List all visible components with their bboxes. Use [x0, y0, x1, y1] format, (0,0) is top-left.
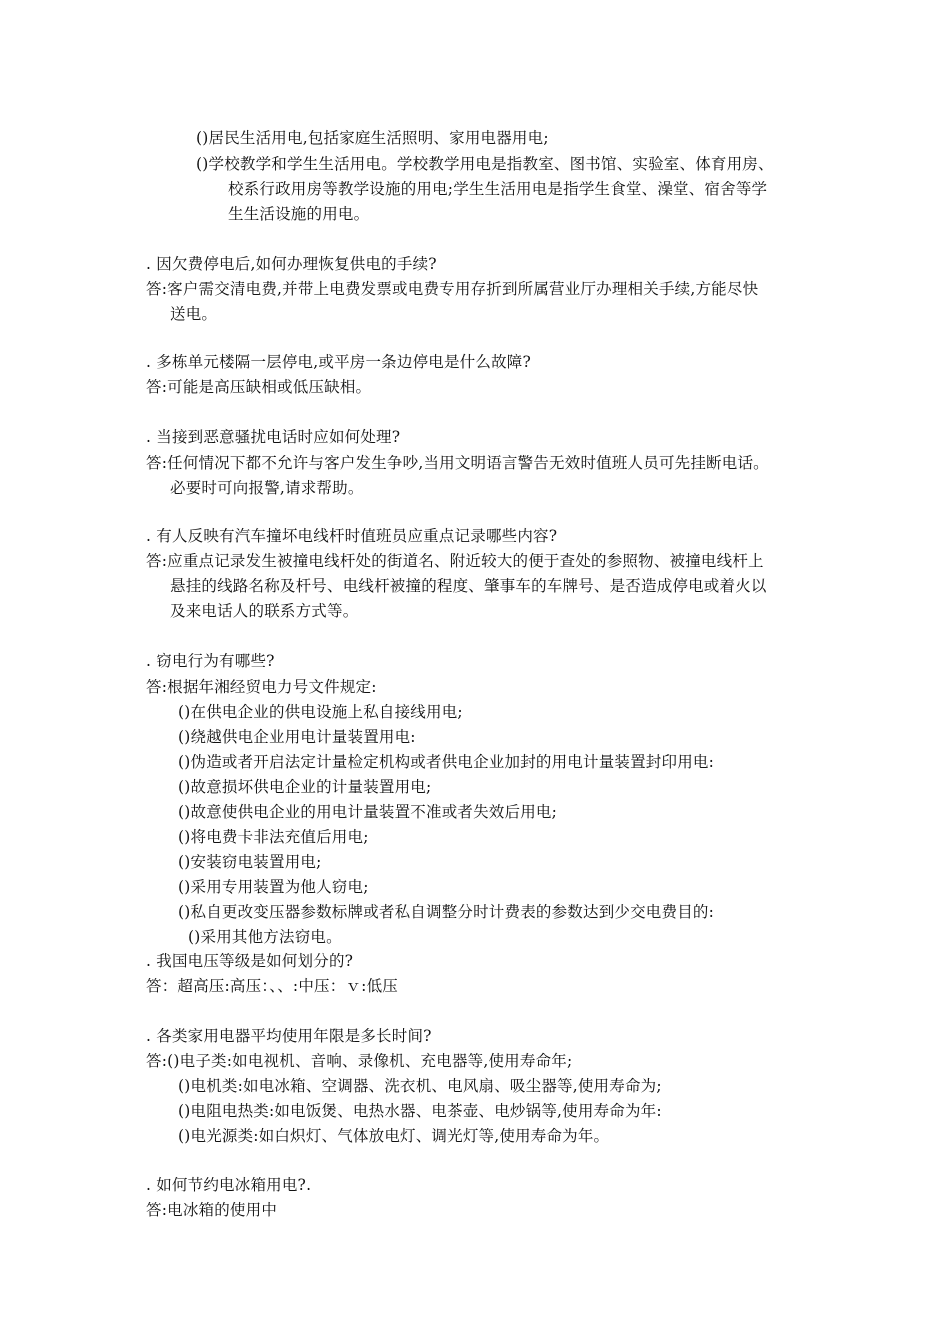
list-item: ()故意损坏供电企业的计量装置用电; [178, 778, 432, 796]
answer-6-line-1: 答：超高压:高压：、、:中压：ｖ:低压 [146, 977, 398, 995]
list-item: ()电光源类:如白炽灯、气体放电灯、调光灯等,使用寿命为年。 [178, 1127, 610, 1145]
answer-3-line-1: 答:任何情况下都不允许与客户发生争吵,当用文明语言警告无效时值班人员可先挂断电话。 [146, 454, 769, 472]
answer-5-line-1: 答:根据年湘经贸电力号文件规定: [146, 678, 377, 696]
list-item: ()伪造或者开启法定计量检定机构或者供电企业加封的用电计量装置封印用电: [178, 753, 715, 771]
list-item-school-1: ()学校教学和学生生活用电。学校教学用电是指教室、图书馆、实验室、体育用房、 [196, 155, 774, 173]
question-6: . 我国电压等级是如何划分的? [146, 952, 354, 970]
list-item: ()安装窃电装置用电; [178, 853, 322, 871]
answer-3-line-2: 必要时可向报警,请求帮助。 [170, 479, 364, 497]
list-item-school-2: 校系行政用房等教学设施的用电;学生生活用电是指学生食堂、澡堂、宿舍等学 [228, 180, 768, 198]
question-8: . 如何节约电冰箱用电?. [146, 1176, 312, 1194]
list-item: ()故意使供电企业的用电计量装置不准或者失效后用电; [178, 803, 558, 821]
list-item: ()绕越供电企业用电计量装置用电: [178, 728, 416, 746]
answer-4-line-1: 答:应重点记录发生被撞电线杆处的街道名、附近较大的便于查处的参照物、被撞电线杆上 [146, 552, 764, 570]
answer-1-line-1: 答:客户需交清电费,并带上电费发票或电费专用存折到所属营业厅办理相关手续,方能尽快 [146, 280, 759, 298]
answer-2-line-1: 答:可能是高压缺相或低压缺相。 [146, 378, 372, 396]
question-7: . 各类家用电器平均使用年限是多长时间? [146, 1027, 432, 1045]
list-item: ()电阻电热类:如电饭煲、电热水器、电茶壶、电炒锅等,使用寿命为年: [178, 1102, 662, 1120]
answer-8-line-1: 答:电冰箱的使用中 [146, 1201, 278, 1219]
list-item: ()将电费卡非法充值后用电; [178, 828, 369, 846]
answer-4-line-3: 及来电话人的联系方式等。 [170, 602, 359, 620]
list-item: ()采用专用装置为他人窃电; [178, 878, 369, 896]
answer-7-line-1: 答:()电子类:如电视机、音响、录像机、充电器等,使用寿命年; [146, 1052, 573, 1070]
question-5: . 窃电行为有哪些? [146, 652, 275, 670]
question-4: . 有人反映有汽车撞坏电线杆时值班员应重点记录哪些内容? [146, 527, 558, 545]
list-item-residential: ()居民生活用电,包括家庭生活照明、家用电器用电; [196, 129, 549, 147]
list-item-school-3: 生生活设施的用电。 [228, 205, 370, 223]
list-item: ()在供电企业的供电设施上私自接线用电; [178, 703, 463, 721]
question-2: . 多栋单元楼隔一层停电,或平房一条边停电是什么故障? [146, 353, 531, 371]
question-3: . 当接到恶意骚扰电话时应如何处理? [146, 428, 401, 446]
question-1: . 因欠费停电后,如何办理恢复供电的手续? [146, 255, 437, 273]
answer-1-line-2: 送电。 [170, 305, 218, 323]
list-item: ()采用其他方法窃电。 [188, 928, 342, 946]
list-item: ()电机类:如电冰箱、空调器、洗衣机、电风扇、吸尘器等,使用寿命为; [178, 1077, 662, 1095]
list-item: ()私自更改变压器参数标牌或者私自调整分时计费表的参数达到少交电费目的: [178, 903, 715, 921]
answer-4-line-2: 悬挂的线路名称及杆号、电线杆被撞的程度、肇事车的车牌号、是否造成停电或着火以 [170, 577, 767, 595]
